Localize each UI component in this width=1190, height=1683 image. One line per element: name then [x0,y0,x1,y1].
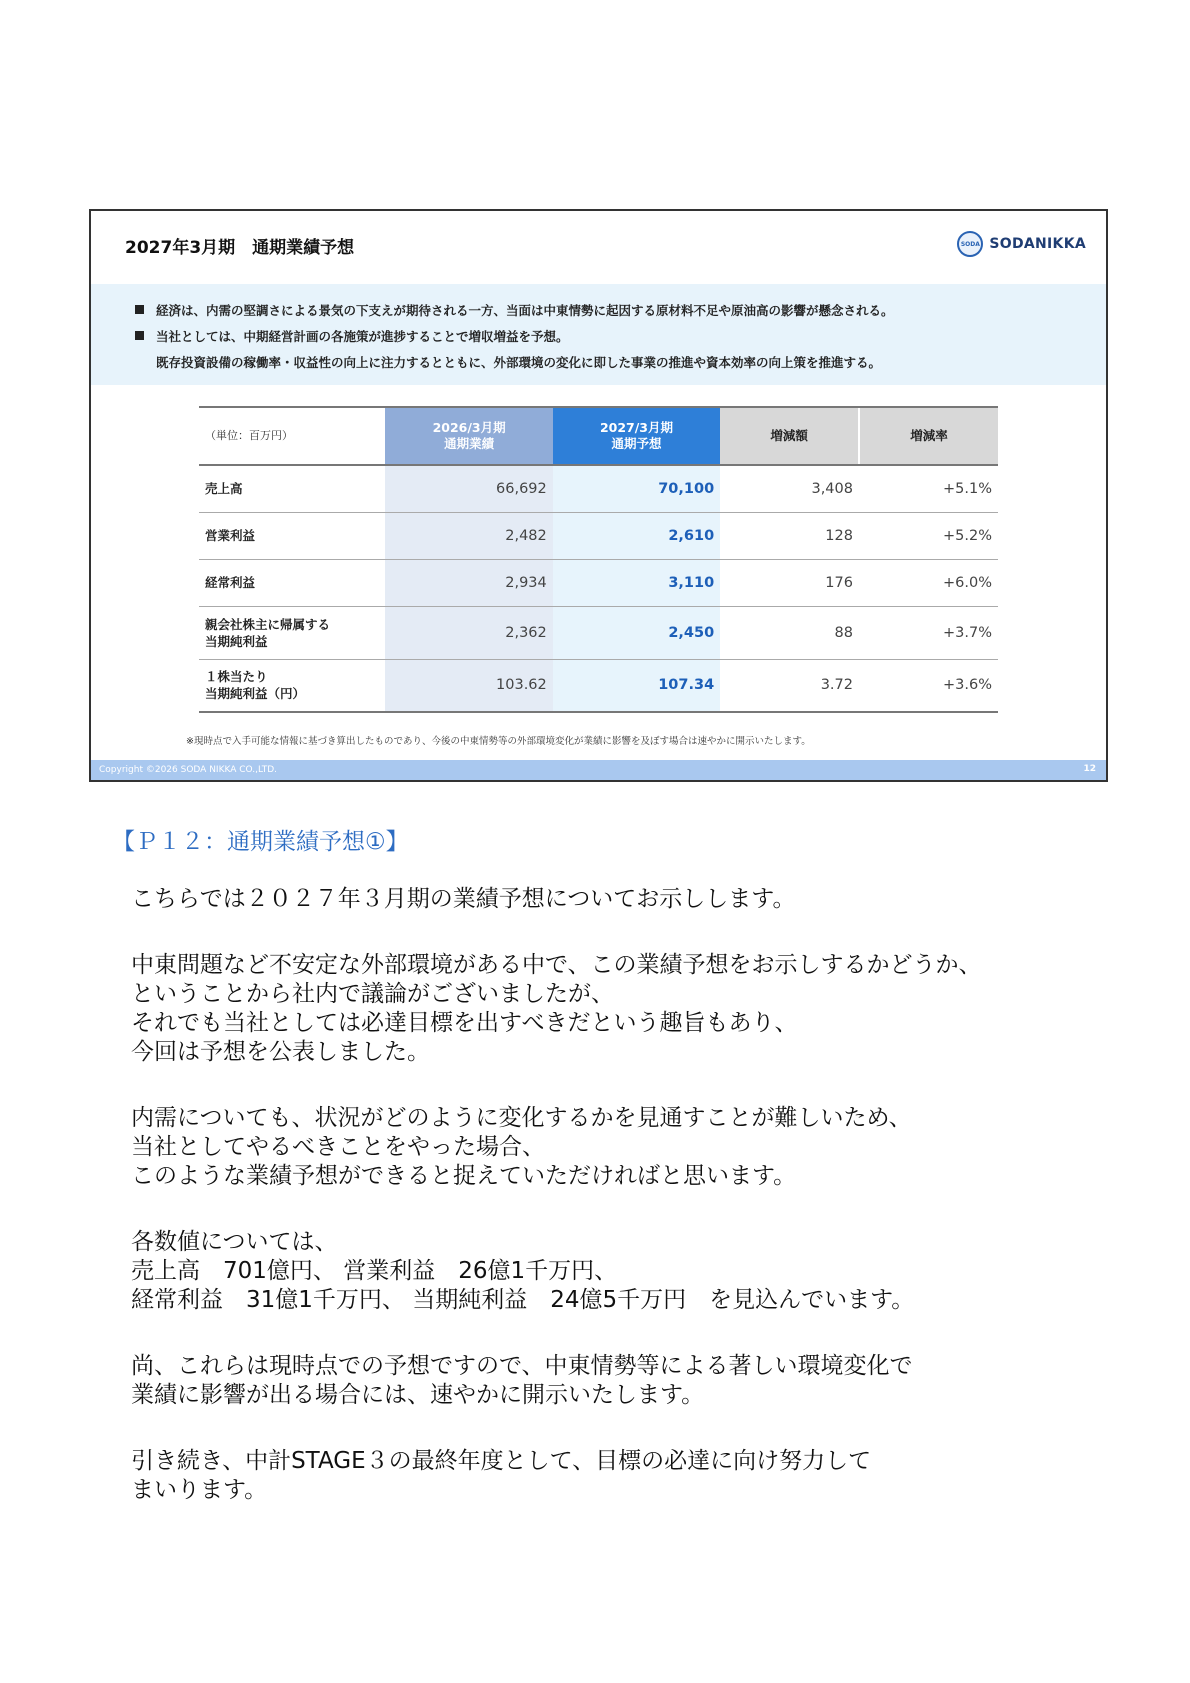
paragraph: 内需についても、状況がどのように変化するかを見通すことが難しいため、 当社としてやるべきことをやった場合、 このような業績予想ができると捉えていただければと思います。 [131,1105,912,1189]
value-fy2026: 2,934 [385,559,552,606]
table-header-row [199,407,998,465]
logo-mark-icon: SODA [957,231,983,257]
table-footnote: ※現時点で入手可能な情報に基づき算出したものであり、今後の中東情勢等の外部環境変化が業績に影響を及ぼす場合は速やかに開示いたします。 [186,736,811,747]
bullet-square-icon [135,305,144,314]
value-change-rate: +5.2% [859,512,998,559]
logo-text: SODANIKKA [989,236,1086,252]
bullet-continuation [135,350,1106,376]
slide-footer [91,760,1106,780]
summary-bullets [91,284,1106,385]
bullet-item [135,324,1106,350]
row-label: 売上高 [199,465,385,512]
value-change-rate: +3.7% [859,606,998,659]
forecast-table [199,406,998,713]
value-fy2026: 66,692 [385,465,552,512]
value-change-amount: 3.72 [720,659,859,712]
table-row [199,606,998,659]
value-change-amount: 3,408 [720,465,859,512]
header-change-rate: 増減率 [859,407,998,465]
value-fy2027: 2,450 [553,606,720,659]
header-fy2026-actual: 2026/3月期 通期業績 [385,407,552,465]
row-label: １株当たり 当期純利益（円） [199,659,385,712]
paragraph: 引き続き、中計STAGE３の最終年度として、目標の必達に向け努力して まいります。 [131,1448,872,1503]
bullet-text: 当社としては、中期経営計画の各施策が進捗することで増収増益を予想。 [156,329,569,344]
value-fy2026: 2,482 [385,512,552,559]
section-heading: 【Ｐ１２：通期業績予想①】 [112,829,409,855]
paragraph: こちらでは２０２７年３月期の業績予想についてお示しします。 [131,886,796,912]
value-change-rate: +5.1% [859,465,998,512]
unit-label: （単位：百万円） [199,407,385,465]
value-fy2027: 3,110 [553,559,720,606]
paragraph: 各数値については、 売上高 701億円、 営業利益 26億1千万円、 経常利益 31億1千万円、 当期純利益 24億5千万円 を見込んでいます。 [131,1229,915,1313]
bullet-text: 既存投資設備の稼働率・収益性の向上に注力するとともに、外部環境の変化に即した事業の推進や資本効率の向上策を推進する。 [156,355,882,370]
paragraph: 中東問題など不安定な外部環境がある中で、この業績予想をお示しするかどうか、 ということから社内で議論がございましたが、 それでも当社としては必達目標を出すべきだという趣旨もあり、 今回は予想を公表しました。 [131,952,982,1065]
header-fy2027-forecast: 2027/3月期 通期予想 [553,407,720,465]
value-change-amount: 176 [720,559,859,606]
bullet-item [135,298,1106,324]
value-change-rate: +6.0% [859,559,998,606]
value-fy2027: 107.34 [553,659,720,712]
slide-panel [89,209,1108,782]
value-fy2026: 103.62 [385,659,552,712]
slide-title: 2027年3月期 通期業績予想 [125,238,355,258]
page-number: 12 [1083,764,1096,774]
copyright-text: Copyright ©2026 SODA NIKKA CO.,LTD. [99,765,278,775]
table-row [199,559,998,606]
value-change-rate: +3.6% [859,659,998,712]
value-change-amount: 128 [720,512,859,559]
table-row [199,465,998,512]
bullet-text: 経済は、内需の堅調さによる景気の下支えが期待される一方、当面は中東情勢に起因する原材料不足や原油高の影響が懸念される。 [156,303,894,318]
speaker-notes [131,885,1131,1542]
company-logo [957,231,1086,257]
value-fy2027: 70,100 [553,465,720,512]
table-row [199,512,998,559]
row-label: 経常利益 [199,559,385,606]
value-fy2027: 2,610 [553,512,720,559]
header-change-amount: 増減額 [720,407,859,465]
bullet-square-icon [135,331,144,340]
value-change-amount: 88 [720,606,859,659]
row-label: 営業利益 [199,512,385,559]
value-fy2026: 2,362 [385,606,552,659]
row-label: 親会社株主に帰属する 当期純利益 [199,606,385,659]
paragraph: 尚、これらは現時点での予想ですので、中東情勢等による著しい環境変化で 業績に影響が出る場合には、速やかに開示いたします。 [131,1353,913,1408]
table-row [199,659,998,712]
